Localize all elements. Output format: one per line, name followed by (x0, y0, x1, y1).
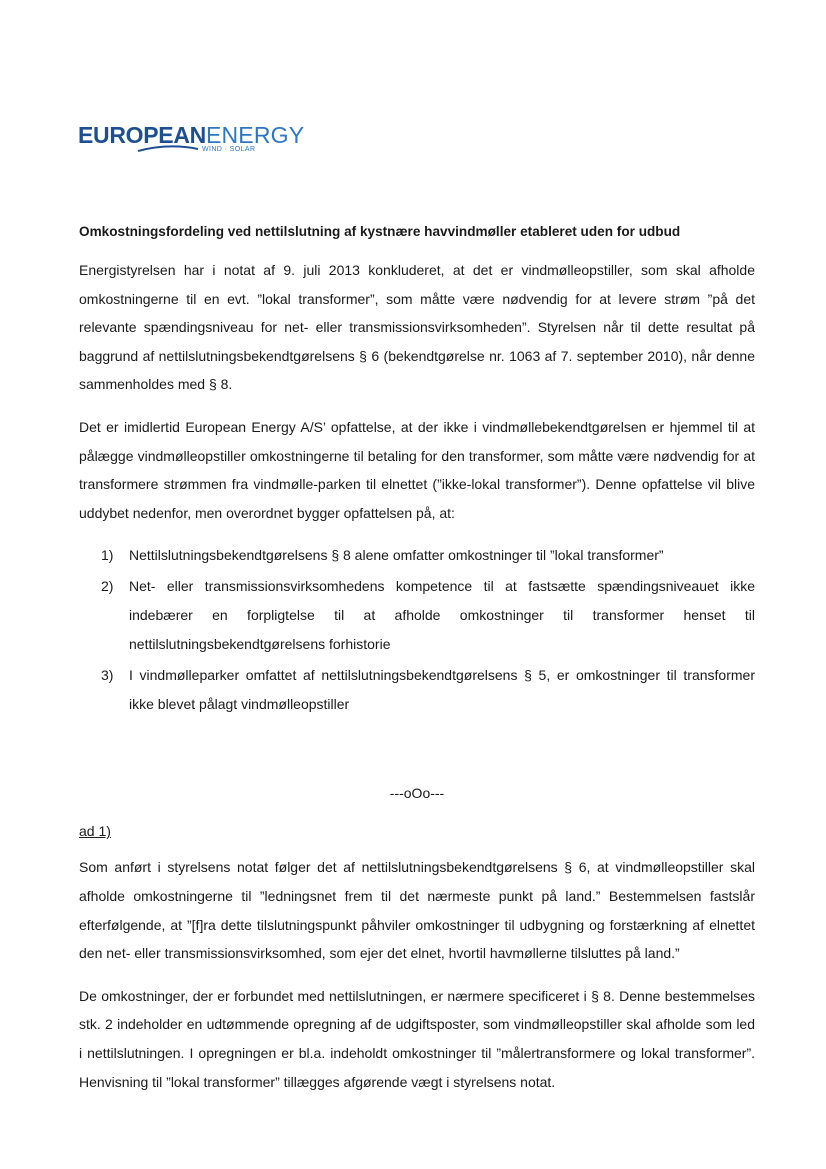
list-item-text: Net- eller transmissionsvirksomhedens kompetence til at fastsætte spændingsniveauet ikke indebærer en forpligtelse til at afholde omkostninger til transformer henset til nettilslutningsbekendtgørelsens forhistorie (129, 578, 755, 653)
paragraph-2: Det er imidlertid European Energy A/S’ opfattelse, at der ikke i vindmøllebekendtgørelsen er hjemmel til at pålægge vindmølleopstiller omkostningerne til betaling for den transformer, som måtte være nødvendig for at transformere strømmen fra vindmølle-parken til elnettet (”ikke-lokal transformer”). Denne opfattelse vil blive uddybet nedenfor, men overordnet bygger opfattelsen på, at: (79, 418, 755, 521)
list-item-number: 3) (101, 667, 114, 684)
list-item (79, 661, 755, 719)
logo-swoosh-icon (138, 144, 198, 154)
list-item (79, 541, 755, 570)
paragraph-1: Energistyrelsen har i notat af 9. juli 2013 konkluderet, at det er vindmølleopstiller, som skal afholde omkostningerne til en evt. ”lokal transformer”, som måtte være nødvendig for at levere strøm ”på det relevante spændingsniveau for net- eller transmissionsvirksomheden”. Styrelsen når til dette resultat på baggrund af nettilslutningsbekendtgørelsens § 6 (bekendtgørelse nr. 1063 af 7. september 2010), når denne sammenholdes med § 8. (79, 262, 755, 393)
section-heading: ad 1) (79, 823, 111, 840)
paragraph-3: Som anført i styrelsens notat følger det af nettilslutningsbekendtgørelsens § 6, at vindmølleopstiller skal afholde omkostningerne til ”ledningsnet frem til det nærmeste punkt på land.” Bestemmelsen fastslår efterfølgende, at ”[f]ra dette tilslutningspunkt påhviler omkostninger til udbygning og forstærkning af elnettet den net- eller transmissionsvirksomhed, som ejer det elnet, hvortil havmøllerne tilsluttes på land.” (79, 859, 755, 962)
logo-tagline: WIND · SOLAR (202, 146, 256, 153)
argument-list (79, 541, 755, 719)
company-logo (78, 122, 305, 164)
section-separator: ---oOo--- (389, 785, 445, 802)
list-item-number: 2) (101, 578, 114, 595)
list-item-text: Nettilslutningsbekendtgørelsens § 8 alene omfatter omkostninger til ”lokal transformer” (129, 547, 664, 564)
list-item (79, 572, 755, 659)
paragraph-4: De omkostninger, der er forbundet med nettilslutningen, er nærmere specificeret i § 8. Denne bestemmelses stk. 2 indeholder en udtømmende opregning af de udgiftsposter, som vindmølleopstiller skal afholde som led i nettilslutningen. I opregningen er bl.a. indeholdt omkostninger til ”målertransformere og lokal transformer”. Henvisning til ”lokal transformer” tillægges afgørende vægt i styrelsens notat. (79, 987, 755, 1090)
document-title: Omkostningsfordeling ved nettilslutning af kystnære havvindmøller etableret uden for udbud (79, 224, 681, 239)
logo-wordmark: EUROPEANENERGY (78, 122, 305, 148)
list-item-text: I vindmølleparker omfattet af nettilslutningsbekendtgørelsens § 5, er omkostninger til transformer ikke blevet pålagt vindmølleopstiller (129, 667, 755, 713)
document-body (79, 218, 755, 1110)
list-item-number: 1) (101, 547, 114, 564)
